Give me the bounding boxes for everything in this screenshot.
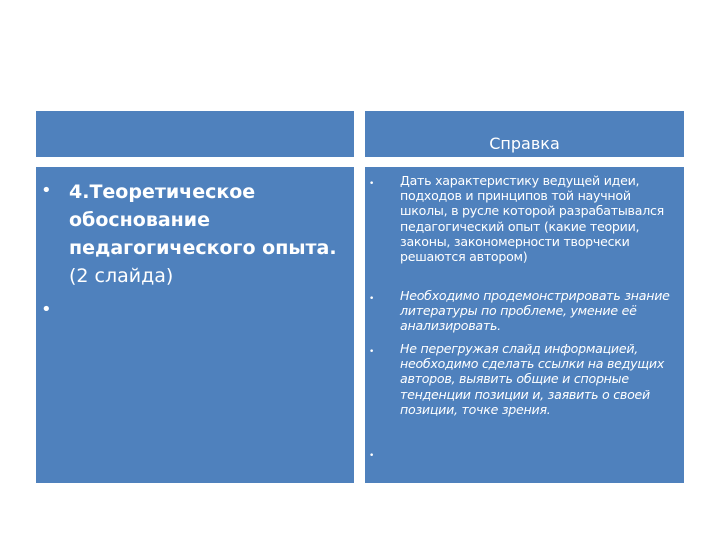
left-bullet-text-1 <box>69 178 339 290</box>
bullet-marker: • <box>369 451 375 461</box>
left-bullet-normal-text: (2 слайда) <box>69 265 174 287</box>
right-bullet-text-1: Дать характеристику ведущей идеи, подходов и принципов той научной школы, в русле которой разрабатывался педагогический опыт (какие теории, законы, закономерности творчески решаются автором) <box>400 173 664 265</box>
bullet-marker: • <box>369 179 375 189</box>
left-content-panel <box>36 167 354 483</box>
right-bullet-text-3: Не перегружая слайд информацией, необходимо сделать ссылки на ведущих авторов, выявить общие и спорные тенденции позиции и, заявить о своей позиции, точке зрения. <box>400 341 665 417</box>
left-header-bar <box>36 111 354 157</box>
left-bullet-bold-text: 4.Теоретическое обоснование педагогического опыта. <box>69 181 337 259</box>
right-header-bar <box>365 111 684 157</box>
right-content-panel <box>365 167 684 483</box>
bullet-marker: • <box>41 299 52 320</box>
bullet-marker: • <box>41 180 52 201</box>
bullet-marker: • <box>369 347 375 357</box>
right-bullet-text-2: Необходимо продемонстрировать знание литературы по проблеме, умение её анализировать. <box>400 288 670 334</box>
header-title: Справка <box>489 134 560 153</box>
bullet-marker: • <box>369 294 375 304</box>
